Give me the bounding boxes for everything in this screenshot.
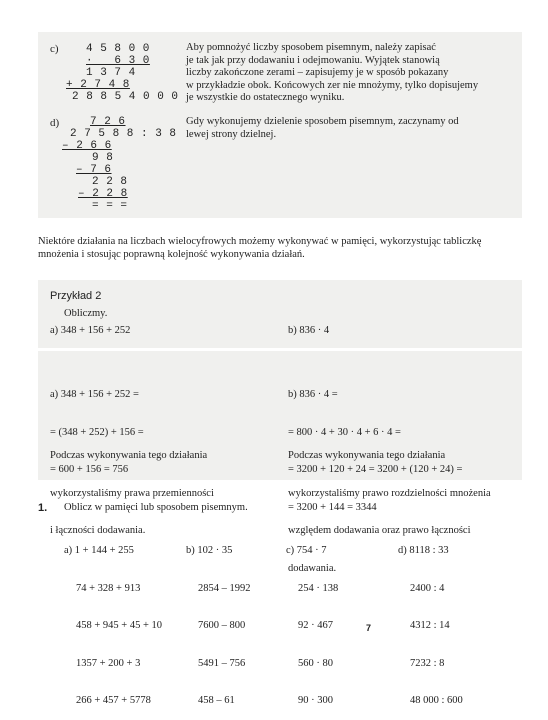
section-c-line-1: 4 5 8 0 0 [86, 43, 150, 55]
section-c-explanation: Aby pomnożyć liczby sposobem pisemnym, należy zapisać je tak jak przy dodawaniu i odejmowaniu. Wyjątek stanowią liczby zakończone zerami – zapisujemy je w sposób pokazany w przykładzie obok. Końcowych zer nie mnożymy, tylko dopisujemy je wszystkie do ostatecznego wyniku. [186, 42, 479, 103]
exercise-column-d: d) 8118 : 33 2400 : 4 4312 : 14 7232 : 8 48 000 : 600 [398, 545, 463, 706]
page-number: 7 [366, 623, 372, 633]
example-solution-b: b) 836 · 4 = = 800 · 4 + 30 · 4 + 6 · 4 = = 3200 + 120 + 24 = 3200 + (120 + 24) = = 3200 + 144 = 3344 [288, 389, 463, 513]
section-c-line-4: + 2 7 4 8 [66, 79, 130, 91]
example-divider [38, 348, 522, 351]
section-c-line-5: 2 8 8 5 4 0 0 0 [72, 91, 179, 103]
example-task-a: a) 348 + 156 + 252 [50, 325, 131, 336]
section-d-line-4: 9 8 [92, 152, 114, 164]
exercise-column-c: c) 754 · 7 254 · 138 92 · 467 560 · 80 90 · 300 [286, 545, 339, 706]
section-c-line-3: 1 3 7 4 [86, 67, 136, 79]
section-c-label: c) [50, 43, 59, 55]
section-d-line-5: – 7 6 [76, 164, 112, 176]
section-d-line-2: 2 7 5 8 8 : 3 8 [70, 128, 177, 140]
exercise-column-b: b) 102 · 35 2854 – 1992 7600 – 800 5491 – 756 458 – 61 [186, 545, 251, 706]
example-title: Przykład 2 [50, 290, 102, 302]
example-instruction: Obliczmy. [64, 308, 108, 319]
section-d-explanation: Gdy wykonujemy dzielenie sposobem pisemnym, zaczynamy od lewej strony dzielnej. [186, 116, 459, 140]
section-d-line-6: 2 2 8 [92, 176, 128, 188]
example-note-a: Podczas wykonywania tego działania wykorzystaliśmy prawa przemienności i łączności dodawania. [50, 450, 214, 536]
section-d-line-1: 7 2 6 [90, 116, 126, 128]
example-task-b: b) 836 · 4 [288, 325, 330, 336]
exercise-instruction: Oblicz w pamięci lub sposobem pisemnym. [64, 502, 248, 513]
exercise-number: 1. [38, 502, 48, 514]
section-c-line-2: · 6 3 0 [86, 55, 150, 67]
section-d-line-3: – 2 6 6 [62, 140, 112, 152]
intro-paragraph: Niektóre działania na liczbach wielocyfrowych możemy wykonywać w pamięci, wykorzystując tabliczkę mnożenia i stosując poprawną kolejność wykonywania działań. [38, 236, 482, 260]
section-d-line-8: = = = [92, 200, 128, 212]
section-d-line-7: – 2 2 8 [78, 188, 128, 200]
section-d-label: d) [50, 117, 60, 129]
exercise-column-a: a) 1 + 144 + 255 74 + 328 + 913 458 + 945 + 45 + 10 1357 + 200 + 3 266 + 457 + 5778 [64, 545, 163, 706]
example-note-b: Podczas wykonywania tego działania wykorzystaliśmy prawo rozdzielności mnożenia względem dodawania oraz prawo łączności dodawania. [288, 450, 491, 574]
example-solution-a: a) 348 + 156 + 252 = = (348 + 252) + 156 = = 600 + 156 = 756 [50, 389, 144, 475]
